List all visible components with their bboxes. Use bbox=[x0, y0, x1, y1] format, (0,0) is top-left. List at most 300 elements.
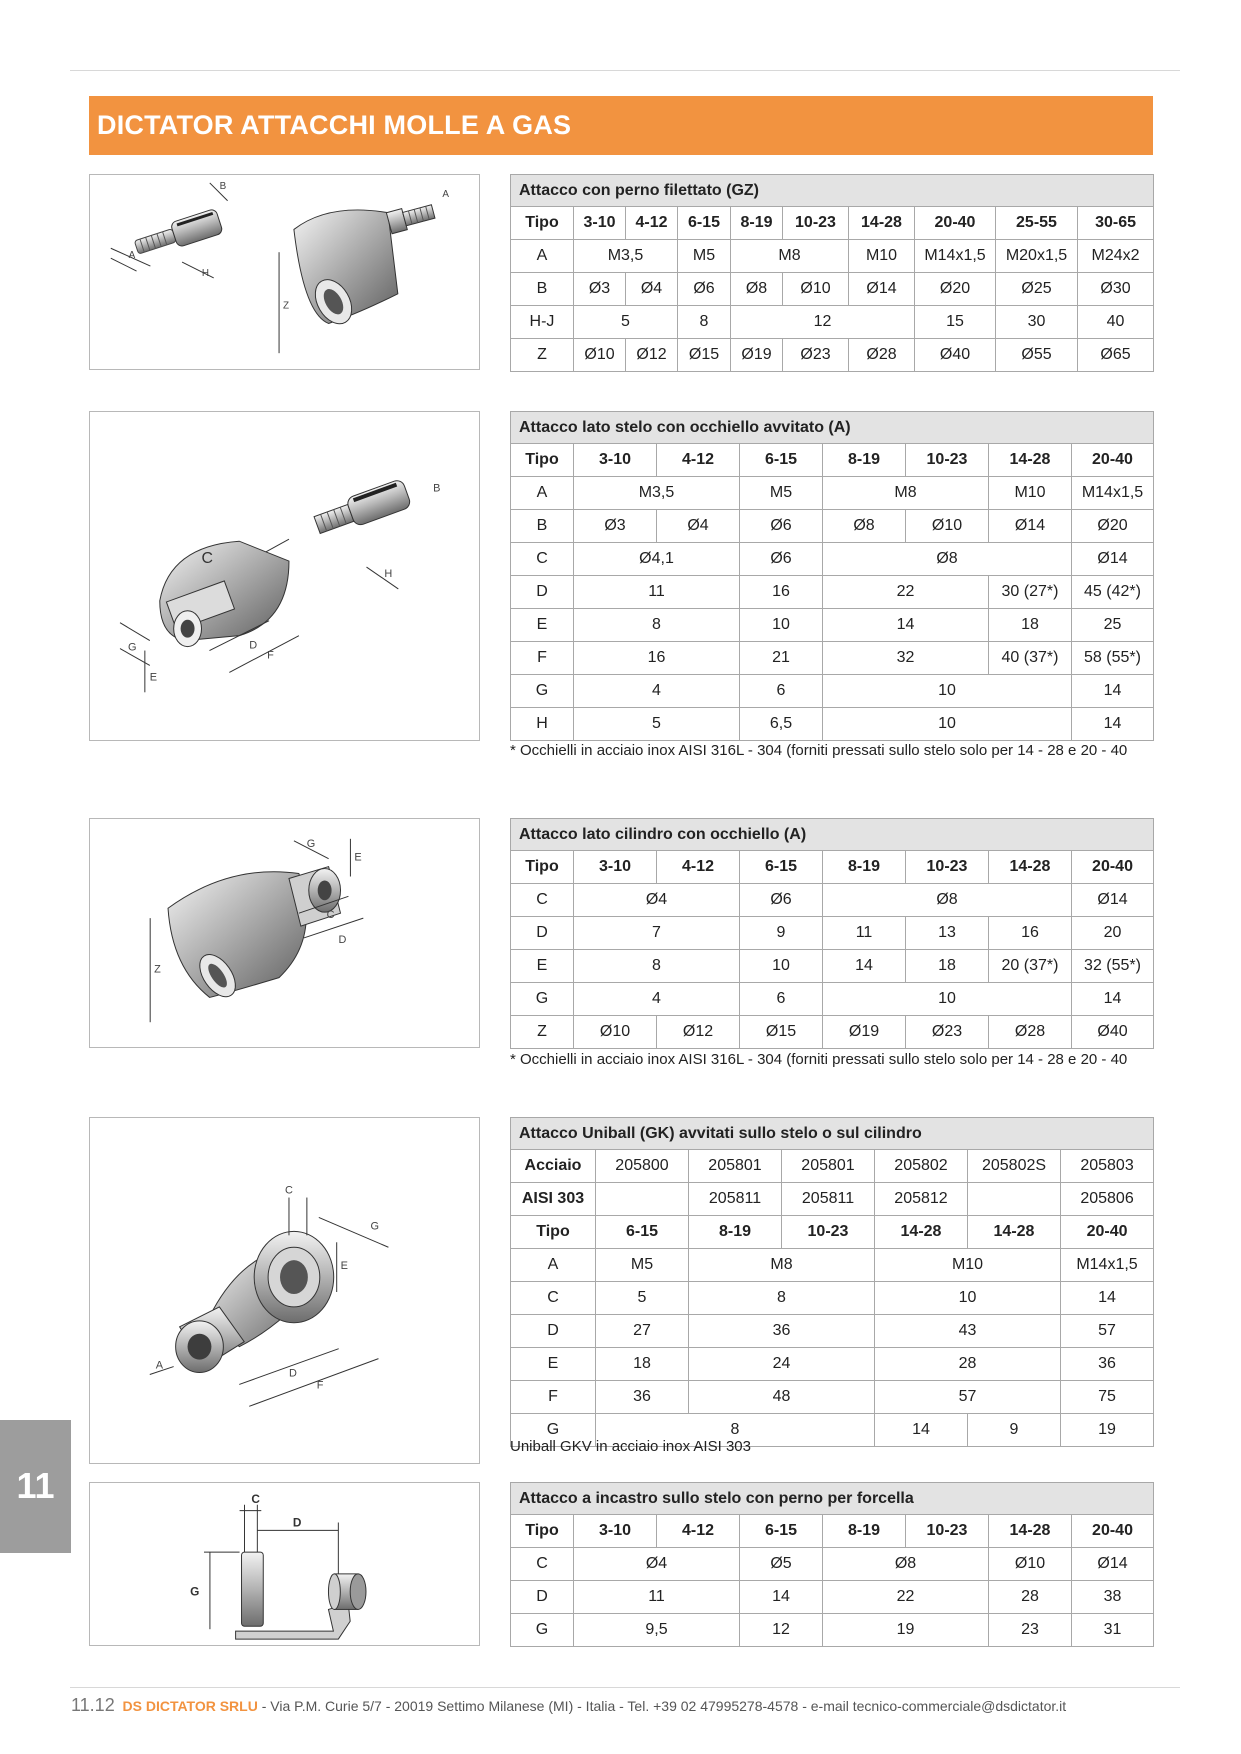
cell: 57 bbox=[1061, 1315, 1154, 1348]
company-name: DS DICTATOR SRLU bbox=[122, 1698, 258, 1714]
cell: 28 bbox=[875, 1348, 1061, 1381]
stelo-note: * Occhielli in acciaio inox AISI 316L - 304 (forniti pressati sullo stelo solo per 14 - 28 e 20 - 40 bbox=[510, 742, 1128, 759]
cell: Ø20 bbox=[915, 273, 996, 306]
header-cell: 30-65 bbox=[1078, 207, 1154, 240]
stelo-drawing bbox=[89, 411, 480, 741]
cell: Ø14 bbox=[989, 510, 1072, 543]
header-cell: Tipo bbox=[511, 207, 574, 240]
cell: 12 bbox=[731, 306, 915, 339]
cell: 24 bbox=[689, 1348, 875, 1381]
cell: Z bbox=[511, 1016, 574, 1049]
cell: 5 bbox=[574, 708, 740, 741]
header-cell: 3-10 bbox=[574, 444, 657, 477]
cell: A bbox=[511, 477, 574, 510]
dim-label-c: C bbox=[284, 1184, 293, 1197]
cell: E bbox=[511, 1348, 596, 1381]
cell: 4 bbox=[574, 983, 740, 1016]
cell: C bbox=[511, 884, 574, 917]
table-row bbox=[511, 576, 1154, 609]
cell: A bbox=[511, 240, 574, 273]
header-cell: 14-28 bbox=[989, 444, 1072, 477]
cell: Ø4 bbox=[574, 1548, 740, 1581]
uniball-table bbox=[510, 1117, 1154, 1447]
cell: 36 bbox=[596, 1381, 689, 1414]
table-row bbox=[511, 1183, 1154, 1216]
cell: Ø4 bbox=[657, 510, 740, 543]
cell: Ø14 bbox=[1072, 884, 1154, 917]
header-cell: 14-28 bbox=[968, 1216, 1061, 1249]
cilindro-table-title: Attacco lato cilindro con occhiello (A) bbox=[511, 819, 1154, 851]
table-row bbox=[511, 1581, 1154, 1614]
header-cell: 14-28 bbox=[989, 851, 1072, 884]
cell: 14 bbox=[875, 1414, 968, 1447]
section-number: 11 bbox=[16, 1465, 55, 1506]
cell: 40 (37*) bbox=[989, 642, 1072, 675]
header-cell: 8-19 bbox=[689, 1216, 782, 1249]
cell: 14 bbox=[1061, 1282, 1154, 1315]
table-row bbox=[511, 240, 1154, 273]
cell: 11 bbox=[823, 917, 906, 950]
table-row bbox=[511, 675, 1154, 708]
cell: 30 bbox=[996, 306, 1078, 339]
cell: AISI 303 bbox=[511, 1183, 596, 1216]
cell: M3,5 bbox=[574, 240, 678, 273]
cell: 8 bbox=[574, 950, 740, 983]
table-row bbox=[511, 1249, 1154, 1282]
cell: 22 bbox=[823, 576, 989, 609]
dim-label-c: C bbox=[251, 1491, 260, 1506]
cell: 11 bbox=[574, 576, 740, 609]
header-cell: 10-23 bbox=[906, 851, 989, 884]
cell: Ø4 bbox=[574, 884, 740, 917]
cell: 205803 bbox=[1061, 1150, 1154, 1183]
header-cell: 4-12 bbox=[657, 851, 740, 884]
cell: M10 bbox=[875, 1249, 1061, 1282]
cell: M14x1,5 bbox=[1072, 477, 1154, 510]
cell bbox=[968, 1183, 1061, 1216]
dim-label-d: D bbox=[288, 1367, 297, 1380]
cell: 13 bbox=[906, 917, 989, 950]
uniball-drawing bbox=[89, 1117, 480, 1464]
cell: 75 bbox=[1061, 1381, 1154, 1414]
cell: 20 bbox=[1072, 917, 1154, 950]
cell: H-J bbox=[511, 306, 574, 339]
footer bbox=[71, 1695, 1066, 1716]
cell: 57 bbox=[875, 1381, 1061, 1414]
table-row bbox=[511, 708, 1154, 741]
dim-label-g: G bbox=[370, 1220, 380, 1233]
header-cell: 4-12 bbox=[626, 207, 678, 240]
cell: Ø14 bbox=[849, 273, 915, 306]
cell: G bbox=[511, 983, 574, 1016]
cell: B bbox=[511, 273, 574, 306]
table-row bbox=[511, 1381, 1154, 1414]
dim-label-h: H bbox=[201, 267, 209, 279]
table-row bbox=[511, 1150, 1154, 1183]
cell: Z bbox=[511, 339, 574, 372]
cell: Ø40 bbox=[915, 339, 996, 372]
cell: Ø15 bbox=[678, 339, 731, 372]
table-row bbox=[511, 1016, 1154, 1049]
cell: Acciaio bbox=[511, 1150, 596, 1183]
header-cell: Tipo bbox=[511, 1216, 596, 1249]
header-cell: 10-23 bbox=[906, 1515, 989, 1548]
table-row bbox=[511, 917, 1154, 950]
page-title: DICTATOR ATTACCHI MOLLE A GAS bbox=[97, 110, 572, 140]
header-cell: 10-23 bbox=[782, 1216, 875, 1249]
header-cell: 6-15 bbox=[740, 444, 823, 477]
cell: 48 bbox=[689, 1381, 875, 1414]
forcella-table bbox=[510, 1482, 1154, 1647]
table-row bbox=[511, 306, 1154, 339]
cell: M8 bbox=[731, 240, 849, 273]
cell: 19 bbox=[823, 1614, 989, 1647]
cell: 205811 bbox=[782, 1183, 875, 1216]
cell: Ø10 bbox=[574, 1016, 657, 1049]
header-cell: 6-15 bbox=[596, 1216, 689, 1249]
cell: 36 bbox=[689, 1315, 875, 1348]
cell: Ø23 bbox=[906, 1016, 989, 1049]
cell: 205812 bbox=[875, 1183, 968, 1216]
cell: Ø15 bbox=[740, 1016, 823, 1049]
cell: 45 (42*) bbox=[1072, 576, 1154, 609]
cell: 9,5 bbox=[574, 1614, 740, 1647]
table-row bbox=[511, 1348, 1154, 1381]
cell: 14 bbox=[1072, 983, 1154, 1016]
header-cell: 25-55 bbox=[996, 207, 1078, 240]
cell: 6 bbox=[740, 983, 823, 1016]
cell: C bbox=[511, 543, 574, 576]
table-row bbox=[511, 983, 1154, 1016]
cell: M5 bbox=[740, 477, 823, 510]
forcella-drawing bbox=[89, 1482, 480, 1646]
dim-label-g: G bbox=[190, 1584, 200, 1599]
cell: Ø19 bbox=[731, 339, 783, 372]
cell: G bbox=[511, 675, 574, 708]
cell: M14x1,5 bbox=[915, 240, 996, 273]
uniball-diagram bbox=[90, 1118, 479, 1463]
cell: 205801 bbox=[782, 1150, 875, 1183]
cilindro-diagram bbox=[90, 819, 479, 1047]
dim-label-g: G bbox=[306, 837, 316, 850]
dim-label-e: E bbox=[340, 1260, 348, 1273]
cell: D bbox=[511, 917, 574, 950]
cell: 25 bbox=[1072, 609, 1154, 642]
cell: 58 (55*) bbox=[1072, 642, 1154, 675]
stelo-diagram bbox=[90, 412, 479, 740]
cell: 22 bbox=[823, 1581, 989, 1614]
cell: M10 bbox=[849, 240, 915, 273]
cell: Ø8 bbox=[823, 884, 1072, 917]
dim-label-g: G bbox=[127, 641, 137, 654]
cell: 8 bbox=[596, 1414, 875, 1447]
cell: 205801 bbox=[689, 1150, 782, 1183]
cell: M5 bbox=[596, 1249, 689, 1282]
cell: F bbox=[511, 1381, 596, 1414]
cell: 205811 bbox=[689, 1183, 782, 1216]
cell: M5 bbox=[678, 240, 731, 273]
dim-label-c: C bbox=[326, 909, 335, 922]
dim-label-z: Z bbox=[154, 963, 161, 976]
cell: Ø6 bbox=[740, 510, 823, 543]
cell: Ø30 bbox=[1078, 273, 1154, 306]
dim-label-b: B bbox=[433, 482, 441, 495]
dim-label-b: B bbox=[219, 180, 227, 192]
cell: 19 bbox=[1061, 1414, 1154, 1447]
cell: 14 bbox=[740, 1581, 823, 1614]
header-cell: 4-12 bbox=[657, 1515, 740, 1548]
dim-label-d: D bbox=[338, 933, 347, 946]
dim-label-f: F bbox=[316, 1379, 324, 1392]
cell: Ø6 bbox=[740, 543, 823, 576]
cell: 205806 bbox=[1061, 1183, 1154, 1216]
header-cell: 14-28 bbox=[989, 1515, 1072, 1548]
cell: 28 bbox=[989, 1581, 1072, 1614]
cilindro-drawing bbox=[89, 818, 480, 1048]
cell: Ø8 bbox=[731, 273, 783, 306]
cell: 18 bbox=[989, 609, 1072, 642]
cell: 9 bbox=[740, 917, 823, 950]
header-cell: Tipo bbox=[511, 851, 574, 884]
header-cell: 4-12 bbox=[657, 444, 740, 477]
header-cell: 8-19 bbox=[823, 851, 906, 884]
cell: G bbox=[511, 1614, 574, 1647]
cell: M8 bbox=[689, 1249, 875, 1282]
title-banner bbox=[89, 96, 1153, 155]
table-row bbox=[511, 642, 1154, 675]
cell: 11 bbox=[574, 1581, 740, 1614]
cell: 16 bbox=[989, 917, 1072, 950]
cell: Ø23 bbox=[783, 339, 849, 372]
cell: Ø3 bbox=[574, 273, 626, 306]
cell: 5 bbox=[574, 306, 678, 339]
cell: M14x1,5 bbox=[1061, 1249, 1154, 1282]
cell: 12 bbox=[740, 1614, 823, 1647]
cell: 21 bbox=[740, 642, 823, 675]
uniball-table-title: Attacco Uniball (GK) avvitati sullo stelo o sul cilindro bbox=[511, 1118, 1154, 1150]
cell: 32 (55*) bbox=[1072, 950, 1154, 983]
cell: M8 bbox=[823, 477, 989, 510]
forcella-diagram bbox=[90, 1483, 479, 1645]
bottom-rule bbox=[70, 1687, 1180, 1688]
table-row bbox=[511, 884, 1154, 917]
cell: M24x2 bbox=[1078, 240, 1154, 273]
cell: 15 bbox=[915, 306, 996, 339]
header-cell: 8-19 bbox=[823, 1515, 906, 1548]
cell: H bbox=[511, 708, 574, 741]
cell: Ø6 bbox=[678, 273, 731, 306]
stelo-table bbox=[510, 411, 1154, 741]
cell: Ø10 bbox=[783, 273, 849, 306]
header-cell: 14-28 bbox=[875, 1216, 968, 1249]
uniball-note: Uniball GKV in acciaio inox AISI 303 bbox=[510, 1438, 751, 1455]
cell: M20x1,5 bbox=[996, 240, 1078, 273]
cell: Ø28 bbox=[849, 339, 915, 372]
header-cell: Tipo bbox=[511, 444, 574, 477]
cell: Ø6 bbox=[740, 884, 823, 917]
stelo-table-title: Attacco lato stelo con occhiello avvitato (A) bbox=[511, 412, 1154, 444]
cell: 30 (27*) bbox=[989, 576, 1072, 609]
header-cell: 6-15 bbox=[678, 207, 731, 240]
cell: 8 bbox=[689, 1282, 875, 1315]
cell: M3,5 bbox=[574, 477, 740, 510]
header-cell: 14-28 bbox=[849, 207, 915, 240]
cell: 205802 bbox=[875, 1150, 968, 1183]
company-address: - Via P.M. Curie 5/7 - 20019 Settimo Milanese (MI) - Italia - Tel. +39 02 47995278-4578 - e-mail tecnico-commerciale@dsdictator.it bbox=[257, 1698, 1067, 1714]
dim-label-d: D bbox=[292, 1515, 302, 1530]
cell: Ø10 bbox=[574, 339, 626, 372]
cell: 14 bbox=[823, 609, 989, 642]
cell: M10 bbox=[989, 477, 1072, 510]
header-cell: 20-40 bbox=[915, 207, 996, 240]
cell: Ø10 bbox=[906, 510, 989, 543]
cell: Ø25 bbox=[996, 273, 1078, 306]
cell: Ø14 bbox=[1072, 1548, 1154, 1581]
cell: Ø40 bbox=[1072, 1016, 1154, 1049]
cell: D bbox=[511, 576, 574, 609]
cell: D bbox=[511, 1581, 574, 1614]
cell: 18 bbox=[596, 1348, 689, 1381]
cilindro-note: * Occhielli in acciaio inox AISI 316L - 304 (forniti pressati sullo stelo solo per 14 - 28 e 20 - 40 bbox=[510, 1051, 1128, 1068]
gz-table-title: Attacco con perno filettato (GZ) bbox=[511, 175, 1154, 207]
cell: A bbox=[511, 1249, 596, 1282]
table-row bbox=[511, 543, 1154, 576]
cell: B bbox=[511, 510, 574, 543]
cell: 9 bbox=[968, 1414, 1061, 1447]
cell bbox=[596, 1183, 689, 1216]
cell: 5 bbox=[596, 1282, 689, 1315]
cell: Ø5 bbox=[740, 1548, 823, 1581]
cell: F bbox=[511, 642, 574, 675]
top-rule bbox=[70, 70, 1180, 71]
cell: 32 bbox=[823, 642, 989, 675]
cell: 36 bbox=[1061, 1348, 1154, 1381]
header-cell: 3-10 bbox=[574, 207, 626, 240]
cell: Ø4,1 bbox=[574, 543, 740, 576]
cell: 6,5 bbox=[740, 708, 823, 741]
cilindro-table bbox=[510, 818, 1154, 1049]
page-number: 11.12 bbox=[71, 1695, 115, 1715]
header-cell: 20-40 bbox=[1072, 1515, 1154, 1548]
cell: 38 bbox=[1072, 1581, 1154, 1614]
cell: 7 bbox=[574, 917, 740, 950]
cell: 205802S bbox=[968, 1150, 1061, 1183]
cell: Ø12 bbox=[626, 339, 678, 372]
cell: 8 bbox=[678, 306, 731, 339]
cell: 10 bbox=[823, 675, 1072, 708]
table-row bbox=[511, 1548, 1154, 1581]
header-cell: 8-19 bbox=[731, 207, 783, 240]
cell: 23 bbox=[989, 1614, 1072, 1647]
table-row bbox=[511, 1315, 1154, 1348]
section-tab bbox=[0, 1420, 71, 1553]
header-cell: 20-40 bbox=[1072, 851, 1154, 884]
dim-label-a: A bbox=[155, 1359, 164, 1372]
cell: 43 bbox=[875, 1315, 1061, 1348]
cell: 6 bbox=[740, 675, 823, 708]
cell: Ø4 bbox=[626, 273, 678, 306]
table-row bbox=[511, 950, 1154, 983]
cell: Ø10 bbox=[989, 1548, 1072, 1581]
cell: 205800 bbox=[596, 1150, 689, 1183]
cell: Ø12 bbox=[657, 1016, 740, 1049]
cell: D bbox=[511, 1315, 596, 1348]
table-row bbox=[511, 1614, 1154, 1647]
cell: Ø3 bbox=[574, 510, 657, 543]
header-cell: 20-40 bbox=[1061, 1216, 1154, 1249]
cell: 14 bbox=[1072, 708, 1154, 741]
table-row bbox=[511, 339, 1154, 372]
cell: 20 (37*) bbox=[989, 950, 1072, 983]
cell: 4 bbox=[574, 675, 740, 708]
header-cell: 8-19 bbox=[823, 444, 906, 477]
gz-table bbox=[510, 174, 1154, 372]
dim-label-a2: A bbox=[442, 188, 449, 200]
table-row bbox=[511, 273, 1154, 306]
cell: Ø8 bbox=[823, 543, 1072, 576]
cell: C bbox=[511, 1548, 574, 1581]
cell: 14 bbox=[823, 950, 906, 983]
cell: 18 bbox=[906, 950, 989, 983]
cell: Ø14 bbox=[1072, 543, 1154, 576]
header-cell: 6-15 bbox=[740, 1515, 823, 1548]
gz-diagram bbox=[90, 175, 479, 369]
dim-label-e: E bbox=[354, 851, 362, 864]
cell: E bbox=[511, 950, 574, 983]
table-row bbox=[511, 477, 1154, 510]
dim-label-d: D bbox=[249, 639, 258, 652]
cell: 10 bbox=[740, 609, 823, 642]
cell: 10 bbox=[875, 1282, 1061, 1315]
cell: Ø20 bbox=[1072, 510, 1154, 543]
dim-label-c: C bbox=[201, 550, 213, 568]
gz-drawing bbox=[89, 174, 480, 370]
cell: 31 bbox=[1072, 1614, 1154, 1647]
cell: 16 bbox=[740, 576, 823, 609]
table-row bbox=[511, 609, 1154, 642]
header-cell: 20-40 bbox=[1072, 444, 1154, 477]
cell: 40 bbox=[1078, 306, 1154, 339]
cell: 10 bbox=[740, 950, 823, 983]
dim-label-a: A bbox=[128, 250, 136, 262]
cell: Ø19 bbox=[823, 1016, 906, 1049]
header-cell: Tipo bbox=[511, 1515, 574, 1548]
dim-label-h: H bbox=[384, 567, 393, 580]
cell: 8 bbox=[574, 609, 740, 642]
table-row bbox=[511, 510, 1154, 543]
cell: 14 bbox=[1072, 675, 1154, 708]
dim-label-f: F bbox=[267, 649, 274, 662]
dim-label-z: Z bbox=[283, 300, 290, 312]
cell: 27 bbox=[596, 1315, 689, 1348]
cell: Ø8 bbox=[823, 510, 906, 543]
cell: Ø8 bbox=[823, 1548, 989, 1581]
dim-label-e: E bbox=[149, 671, 158, 684]
cell: Ø65 bbox=[1078, 339, 1154, 372]
table-row bbox=[511, 1282, 1154, 1315]
header-cell: 3-10 bbox=[574, 851, 657, 884]
header-cell: 3-10 bbox=[574, 1515, 657, 1548]
cell: G bbox=[511, 1414, 596, 1447]
cell: Ø28 bbox=[989, 1016, 1072, 1049]
cell: 16 bbox=[574, 642, 740, 675]
cell: E bbox=[511, 609, 574, 642]
cell: 10 bbox=[823, 983, 1072, 1016]
header-cell: 10-23 bbox=[783, 207, 849, 240]
cell: Ø55 bbox=[996, 339, 1078, 372]
forcella-table-title: Attacco a incastro sullo stelo con perno per forcella bbox=[511, 1483, 1154, 1515]
cell: 10 bbox=[823, 708, 1072, 741]
